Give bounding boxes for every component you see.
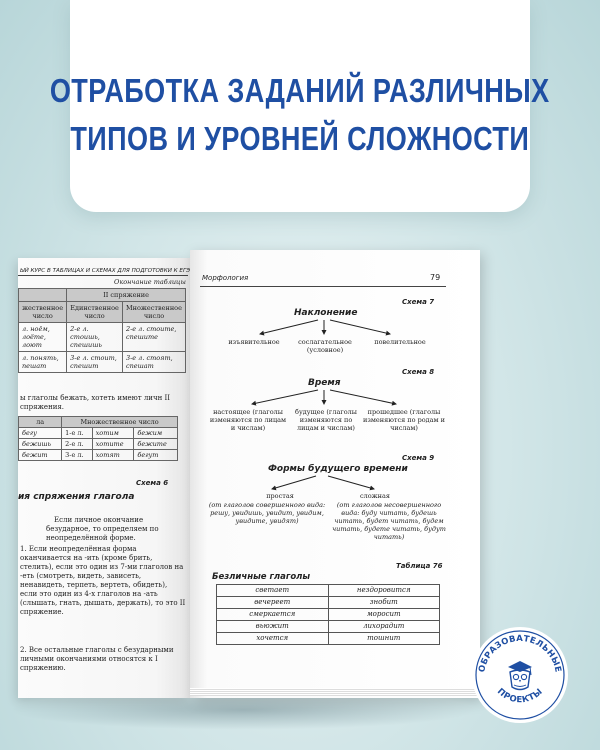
table-row <box>217 609 440 621</box>
table-cell: вьюжит <box>217 621 329 633</box>
table-cell: знобит <box>328 597 440 609</box>
table-cell: хотим <box>92 428 134 439</box>
schema-8-arrows <box>190 388 480 408</box>
table-cell: моросит <box>328 609 440 621</box>
table-header: жественное число <box>19 302 67 323</box>
logo-bottom-text: ПРОЕКТЫ <box>495 686 545 706</box>
book-right-page <box>190 250 480 698</box>
publisher-logo <box>470 625 570 725</box>
arrow-right <box>330 320 390 334</box>
arrow-left <box>260 320 318 334</box>
left-body-3: 2. Все остальные глаголы с безударными личными окончаниями относятся к I спряжению. <box>20 646 174 672</box>
table-cell: 3-е л. стоят, спешат <box>122 352 185 373</box>
table-row <box>19 439 178 450</box>
schema-8-node-1: настоящее (глаголы изменяются по лицам и числам) <box>209 408 287 432</box>
table-header: ла <box>19 417 62 428</box>
left-paragraph-1: ы глаголы бежать, хотеть имеют личн II спряжения. <box>20 394 171 411</box>
schema-9-root: Формы будущего времени <box>268 464 408 474</box>
table-cell: 2-е л. <box>62 439 92 450</box>
table-cell: хочется <box>217 633 329 645</box>
schema-7-arrows <box>190 318 480 338</box>
arrow-right <box>328 476 374 489</box>
conjugation-table <box>18 288 186 373</box>
table-group-header: II спряжение <box>67 289 186 302</box>
headline-line-1: ОТРАБОТКА ЗАДАНИЙ РАЗЛИЧНЫХ <box>50 72 550 109</box>
schema-6-label: Схема 6 <box>136 479 169 487</box>
table-cell: бежишь <box>19 439 62 450</box>
schema-8-node-3: прошедшее (глаголы изменяются по родам и числам) <box>363 408 445 432</box>
table-cell: бежит <box>19 450 62 461</box>
table-cell: 2-е л. стоите, спешите <box>122 323 185 352</box>
table-row <box>217 597 440 609</box>
table-cell: 3-е л. стоит, спешит <box>67 352 123 373</box>
book-page-edge <box>190 688 480 696</box>
right-head-rule <box>200 286 446 287</box>
table-row <box>19 323 186 352</box>
left-section-title: ия спряжения глагола <box>18 492 135 502</box>
table-cell: 1-е л. <box>62 428 92 439</box>
table-cell: хотите <box>92 439 134 450</box>
left-body-2: 1. Если неопределённая форма оканчивается на -ить (кроме брить, стелить), если это один из 7-ми глаголов на -еть (смотреть, видеть, зависеть, ненавидеть, терпеть, вертеть, обидеть), если это один из 4-х глаголов на -ать (слышать, гнать, дышать, держать), то это II спряжение. <box>20 545 186 616</box>
headline-line-2: ТИПОВ И УРОВНЕЙ СЛОЖНОСТИ <box>70 120 530 157</box>
table-cell: 2-е л. стоишь, спешишь <box>67 323 123 352</box>
table-row <box>217 585 440 597</box>
schema-8-node-2: будущее (глаголы изменяются по лицам и числам) <box>295 408 357 432</box>
left-head-rule <box>18 275 188 276</box>
table-76-title: Безличные глаголы <box>212 572 311 582</box>
schema-7-node-2: сослагательное (условное) <box>298 338 352 354</box>
schema-8-label: Схема 8 <box>402 368 435 376</box>
table-cell: нездоровится <box>328 585 440 597</box>
irregular-verbs-table <box>18 416 178 461</box>
left-table-caption: Окончание таблицы <box>114 278 186 286</box>
table-cell: вечереет <box>217 597 329 609</box>
logo-top-text: ОБРАЗОВАТЕЛЬНЫЕ <box>477 633 563 674</box>
arrow-left <box>252 390 318 404</box>
table-cell: бегу <box>19 428 62 439</box>
schema-7-root: Наклонение <box>294 308 358 318</box>
table-cell: л. понять, пешат <box>19 352 67 373</box>
book-left-page <box>18 258 190 698</box>
arrow-right <box>330 390 396 404</box>
table-header: Множественное число <box>122 302 185 323</box>
left-body-1: Если личное окончание безударное, то определяем по неопределённой форме. <box>46 516 159 542</box>
table-cell: тошнит <box>328 633 440 645</box>
schema-8-root: Время <box>308 378 341 388</box>
table-header: Множественное число <box>62 417 178 428</box>
table-cell: хотят <box>92 450 134 461</box>
right-running-head: Морфология <box>202 274 249 282</box>
table-header-blank <box>19 289 67 302</box>
schema-9-node-1-name: простая <box>266 492 294 500</box>
table-row <box>19 352 186 373</box>
table-cell: бежите <box>134 439 178 450</box>
table-cell: смеркается <box>217 609 329 621</box>
schema-9-node-2-name: сложная <box>360 492 390 500</box>
table-cell: 3-е л. <box>62 450 92 461</box>
table-cell: бежим <box>134 428 178 439</box>
table-cell: бегут <box>134 450 178 461</box>
table-row <box>19 450 178 461</box>
schema-9-node-1-desc: (от глаголов совершенного вида: решу, увидишь, увидит, увидим, увидите, увидят) <box>208 501 326 525</box>
schema-7-node-1: изъявительное <box>228 338 280 346</box>
table-row <box>217 633 440 645</box>
headline-banner <box>50 0 550 212</box>
schema-7-label: Схема 7 <box>402 298 435 306</box>
impersonal-verbs-table <box>216 584 440 645</box>
left-running-head: ЫЙ КУРС В ТАБЛИЦАХ И СХЕМАХ ДЛЯ ПОДГОТОВКИ К ЕГЭ <box>20 268 190 274</box>
table-cell: лихорадит <box>328 621 440 633</box>
table-cell: светает <box>217 585 329 597</box>
schema-9-arrows <box>190 474 480 492</box>
schema-9-label: Схема 9 <box>402 454 435 462</box>
schema-9-node-2-desc: (от глаголов несовершенного вида: буду читать, будешь читать, будет читать, будем читать, будете читать, будут читать) <box>332 501 446 541</box>
table-76-label: Таблица 76 <box>396 562 443 570</box>
table-header: Единственное число <box>67 302 123 323</box>
page-number: 79 <box>430 273 441 282</box>
schema-7-node-3: повелительное <box>374 338 426 346</box>
table-row <box>217 621 440 633</box>
table-row <box>19 428 178 439</box>
arrow-left <box>272 476 316 489</box>
table-cell: л. ноём, лоёте, лоют <box>19 323 67 352</box>
